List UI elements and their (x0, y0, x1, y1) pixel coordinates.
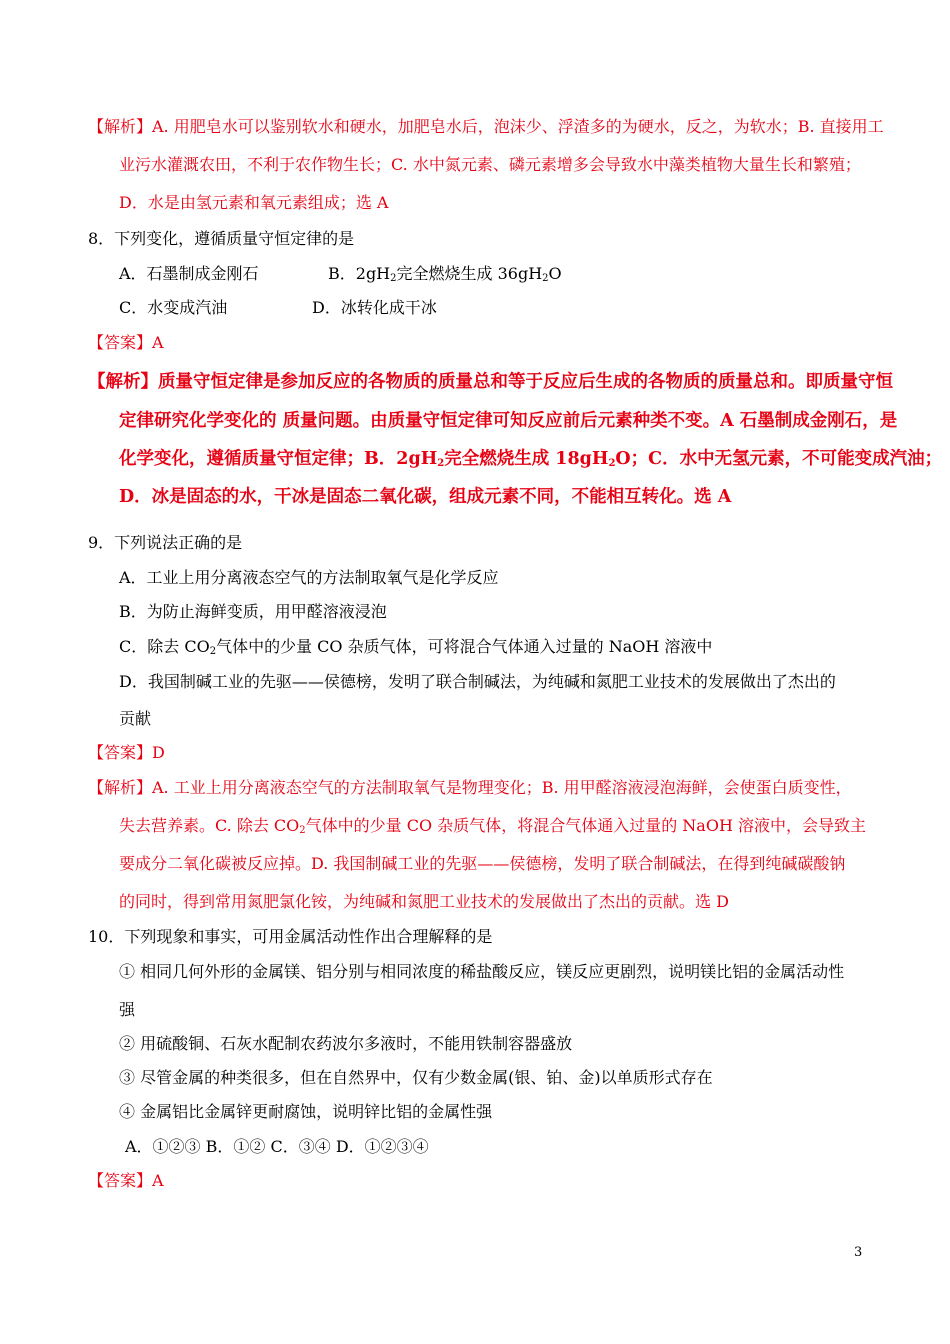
page-number: 3 (854, 1245, 863, 1260)
question-8-analysis-line-2: 定律研究化学变化的 质量问题。由质量守恒定律可知反应前后元素种类不变。A 石墨制成金刚石，是 (119, 411, 898, 431)
question-10-item-1-line-1: ① 相同几何外形的金属镁、铝分别与相同浓度的稀盐酸反应，镁反应更剧烈，说明镁比铝的金属活动性 (119, 962, 845, 981)
question-10-item-3: ③ 尽管金属的种类很多，但在自然界中，仅有少数金属(银、铂、金)以单质形式存在 (119, 1068, 713, 1087)
question-9-option-d-line-2: 贡献 (119, 709, 152, 728)
question-9-analysis-line-1: 【解析】A. 工业上用分离液态空气的方法制取氧气是物理变化；B. 用甲醛溶液浸泡海鲜，会使蛋白质变性， (88, 778, 852, 797)
analysis-7-line-1: 【解析】A. 用肥皂水可以鉴别软水和硬水，加肥皂水后，泡沫少、浮渣多的为硬水，反之，为软水；B. 直接用工 (88, 117, 884, 136)
question-9-option-a: A．工业上用分离液态空气的方法制取氧气是化学反应 (119, 568, 499, 587)
question-9-option-c: C．除去 $CO_2$气体中的少量 CO 杂质气体，可将混合气体通入过量的 NaOH 溶液中 (119, 637, 713, 657)
question-10-item-2: ② 用硫酸铜、石灰水配制农药波尔多液时，不能用铁制容器盛放 (119, 1034, 573, 1053)
analysis-7-line-3: D．水是由氢元素和氧元素组成；选 A (119, 193, 389, 212)
question-9-option-b: B．为防止海鲜变质，用甲醛溶液浸泡 (119, 602, 387, 621)
question-8-stem: 8．下列变化，遵循质量守恒定律的是 (88, 229, 355, 248)
question-9-analysis-line-3: 要成分二氧化碳被反应掉。D. 我国制碱工业的先驱——侯德榜，发明了联合制碱法，在得到纯碱碳酸钠 (119, 854, 846, 873)
question-10-item-1-line-2: 强 (119, 1000, 136, 1019)
question-9-stem: 9．下列说法正确的是 (88, 533, 243, 552)
question-9-answer: 【答案】D (88, 743, 165, 762)
question-9-option-d-line-1: D．我国制碱工业的先驱——侯德榜，发明了联合制碱法，为纯碱和氮肥工业技术的发展做出了杰出的 (119, 672, 836, 691)
question-8-answer: 【答案】A (88, 333, 164, 352)
question-8-analysis-line-3: 化学变化，遵循质量守恒定律；B．$2gH_2$完全燃烧生成 $18gH_2O$；C．水中无氢元素，不可能变成汽油； (119, 449, 943, 469)
question-10-item-4: ④ 金属铝比金属锌更耐腐蚀，说明锌比铝的金属性强 (119, 1102, 493, 1121)
question-8-option-c: C．水变成汽油 (119, 298, 228, 317)
question-10-answer: 【答案】A (88, 1171, 164, 1190)
question-8-option-a: A．石墨制成金刚石 (119, 264, 259, 283)
question-10-stem: 10．下列现象和事实，可用金属活动性作出合理解释的是 (88, 927, 493, 946)
question-8-option-d: D．冰转化成干冰 (312, 298, 437, 317)
question-9-analysis-line-2: 失去营养素。C. 除去 $CO_2$气体中的少量 CO 杂质气体，将混合气体通入过量的 NaOH 溶液中，会导致主 (119, 816, 866, 836)
question-9-analysis-line-4: 的同时，得到常用氮肥氯化铵，为纯碱和氮肥工业技术的发展做出了杰出的贡献。选 D (119, 892, 729, 911)
question-8-analysis-line-1: 【解析】质量守恒定律是参加反应的各物质的质量总和等于反应后生成的各物质的质量总和。即质量守恒 (88, 372, 893, 392)
question-8-option-b: B．$2gH_2$完全燃烧生成 $36gH_2O$ (328, 264, 562, 284)
question-8-analysis-line-4: D．冰是固态的水，干冰是固态二氧化碳，组成元素不同，不能相互转化。选 A (119, 487, 732, 507)
analysis-7-line-2: 业污水灌溉农田，不利于农作物生长；C. 水中氮元素、磷元素增多会导致水中藻类植物大量生长和繁殖； (119, 155, 861, 174)
question-10-options: A．①②③ B．①② C．③④ D．①②③④ (125, 1137, 429, 1156)
